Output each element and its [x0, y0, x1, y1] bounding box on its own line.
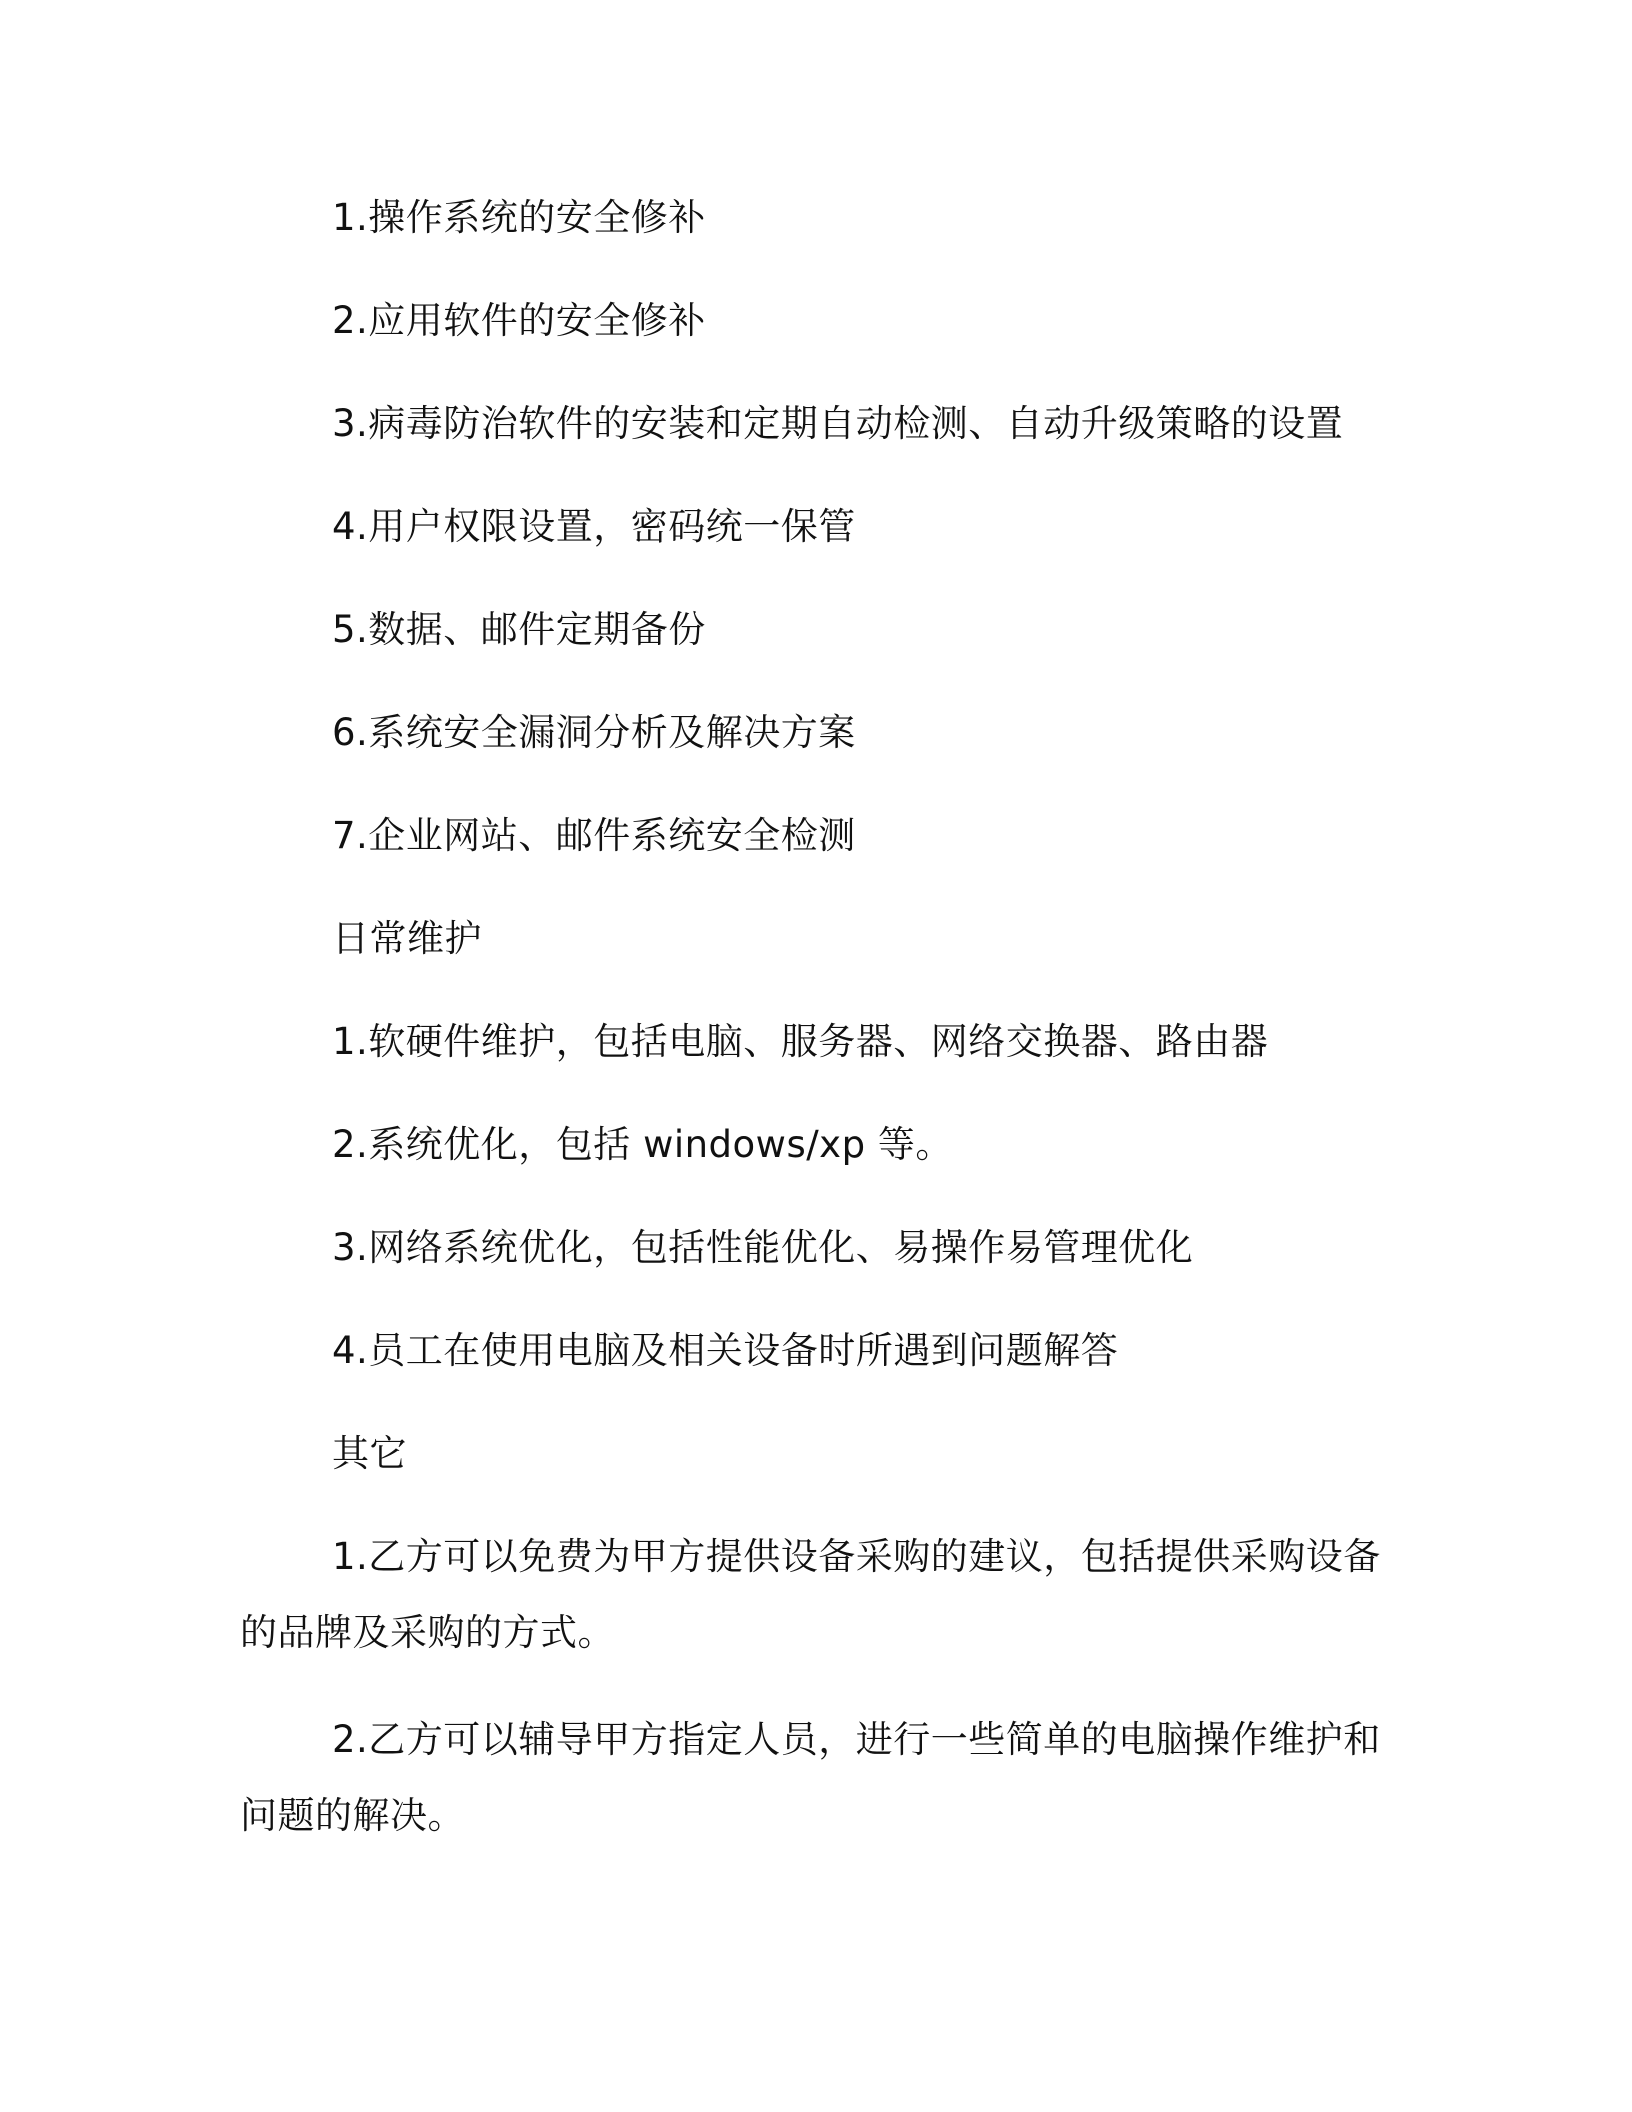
other-heading: 其它 — [332, 1432, 407, 1475]
daily-item-1: 1.软硬件维护，包括电脑、服务器、网络交换器、路由器 — [332, 1020, 1269, 1063]
daily-item-4: 4.员工在使用电脑及相关设备时所遇到问题解答 — [332, 1329, 1119, 1372]
daily-item-2: 2.系统优化，包括 windows/xp 等。 — [332, 1123, 953, 1166]
other-item-1-line1: 1.乙方可以免费为甲方提供设备采购的建议，包括提供采购设备 — [332, 1535, 1381, 1578]
other-item-2-line1: 2.乙方可以辅导甲方指定人员，进行一些简单的电脑操作维护和 — [332, 1718, 1381, 1761]
daily-item-3: 3.网络系统优化，包括性能优化、易操作易管理优化 — [332, 1226, 1194, 1269]
security-item-3: 3.病毒防治软件的安装和定期自动检测、自动升级策略的设置 — [332, 402, 1344, 445]
daily-maintenance-heading: 日常维护 — [332, 917, 482, 960]
other-item-1-line2: 的品牌及采购的方式。 — [240, 1611, 615, 1654]
security-item-2: 2.应用软件的安全修补 — [332, 299, 706, 342]
security-item-7: 7.企业网站、邮件系统安全检测 — [332, 814, 856, 857]
security-item-1: 1.操作系统的安全修补 — [332, 196, 706, 239]
security-item-4: 4.用户权限设置，密码统一保管 — [332, 505, 856, 548]
security-item-6: 6.系统安全漏洞分析及解决方案 — [332, 711, 856, 754]
other-item-2-line2: 问题的解决。 — [240, 1794, 465, 1837]
security-item-5: 5.数据、邮件定期备份 — [332, 608, 706, 651]
